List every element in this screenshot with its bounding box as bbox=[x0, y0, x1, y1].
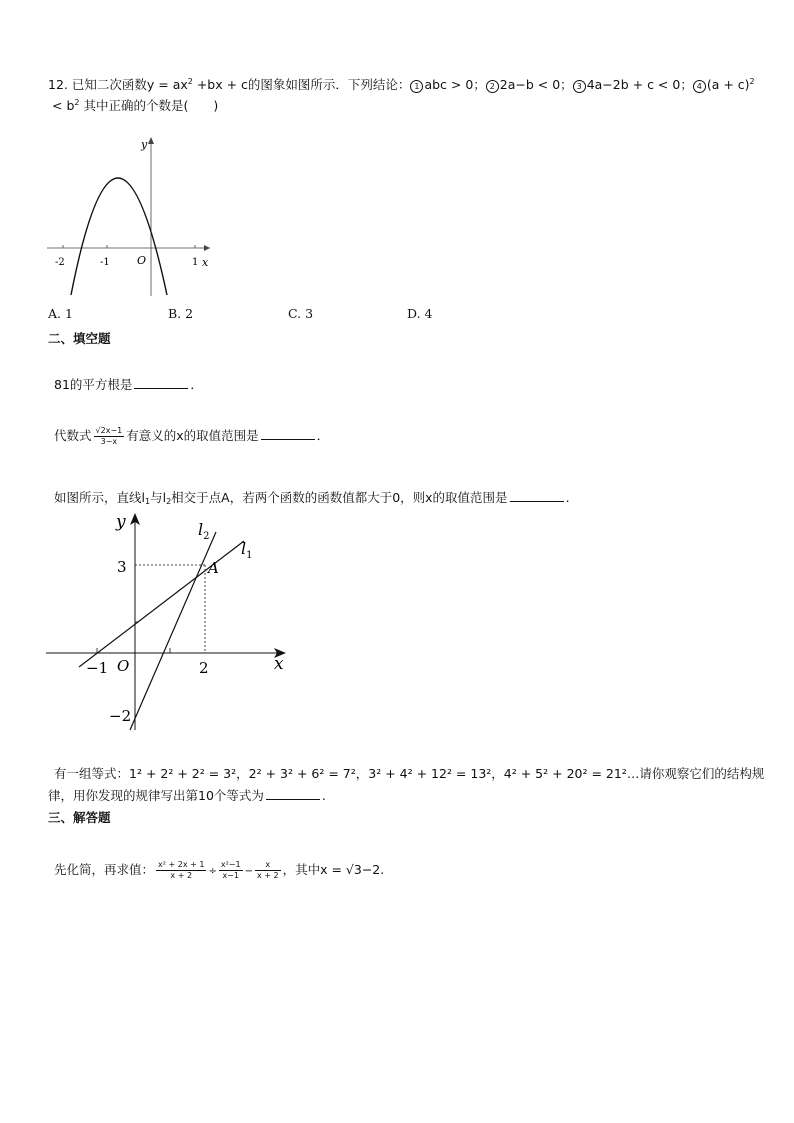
fill3-sub1: 1 bbox=[144, 497, 151, 506]
solve1-minus: − bbox=[244, 866, 253, 877]
fill2-blank bbox=[261, 428, 315, 440]
circle-4-icon: 4 bbox=[693, 80, 706, 93]
q12-sup: 2 bbox=[187, 77, 193, 86]
fill2-fraction bbox=[94, 426, 125, 447]
section-fill-in-title: 二、填空题 bbox=[48, 331, 111, 346]
solve1-frac2-den: x−1 bbox=[222, 871, 239, 880]
q12-c1: abc > 0； bbox=[424, 77, 486, 92]
solve1-frac2-num: x²−1 bbox=[220, 860, 241, 869]
option-d: D. 4 bbox=[407, 306, 433, 321]
lines-tick-m2: −2 bbox=[109, 707, 132, 725]
solve1-frac3-den: x + 2 bbox=[256, 871, 279, 880]
lines-x-label: x bbox=[274, 654, 284, 674]
fill4-eq4: 4² + 5² + 20² = 21² bbox=[503, 766, 627, 781]
parabola-x-label: x bbox=[202, 256, 209, 269]
q12-c3: 4a−2b + c < 0； bbox=[586, 77, 693, 92]
fill4-eq1: 1² + 2² + 2² = 3²， bbox=[129, 766, 249, 781]
fill2 bbox=[54, 426, 329, 447]
fill1 bbox=[54, 375, 203, 393]
solve1-frac1 bbox=[156, 860, 206, 881]
parabola-origin-label: O bbox=[137, 254, 147, 267]
q12-c2: 2a−b < 0； bbox=[499, 77, 573, 92]
solve1 bbox=[54, 860, 384, 881]
solve1-lead: 先化简，再求值： bbox=[54, 862, 155, 877]
q12-line2-sup: 2 bbox=[74, 98, 80, 107]
section-answer-title: 三、解答题 bbox=[48, 810, 111, 825]
fill2-post: 有意义的x的取值范围是 bbox=[126, 428, 259, 443]
option-c: C. 3 bbox=[288, 306, 314, 321]
fill3-sub2: 2 bbox=[166, 497, 172, 506]
fill3-text-b: 与l bbox=[150, 490, 167, 505]
fill4-blank bbox=[266, 788, 320, 800]
fill2-num: √2x−1 bbox=[95, 426, 123, 435]
fill4-line2 bbox=[48, 786, 326, 804]
circle-2-icon: 2 bbox=[486, 80, 499, 93]
solve1-frac2 bbox=[219, 860, 243, 881]
fill4-eq2: 2² + 3² + 6² = 7²， bbox=[248, 766, 369, 781]
solve1-frac1-num: x² + 2x + 1 bbox=[158, 860, 205, 869]
fill3-blank bbox=[510, 490, 564, 502]
fill4-tail: …请你观察它们的结构规 bbox=[626, 766, 765, 781]
lines-l1-label: $l_1$ bbox=[241, 539, 253, 561]
fill4-eq3: 3² + 4² + 12² = 13²， bbox=[368, 766, 504, 781]
circle-1-icon: 1 bbox=[410, 80, 423, 93]
fill2-den: 3−x bbox=[100, 437, 118, 446]
q12-stem-a: 已知二次函数y = ax bbox=[71, 77, 188, 92]
solve1-frac3 bbox=[255, 860, 281, 881]
fill1-end: ． bbox=[190, 377, 203, 392]
q12-line1 bbox=[48, 75, 755, 93]
fill2-end: ． bbox=[316, 428, 330, 443]
q12-stem-b: +bx + c的图象如图所示．下列结论： bbox=[192, 77, 411, 92]
circle-3-icon: 3 bbox=[573, 80, 586, 93]
point-a-label: A bbox=[208, 559, 219, 577]
option-b: B. 2 bbox=[168, 306, 194, 321]
fill3 bbox=[54, 488, 570, 506]
fill4-line2-text: 律，用你发现的规律写出第10个等式为 bbox=[48, 788, 264, 803]
fill4-end: . bbox=[321, 788, 326, 803]
fill2-pre: 代数式 bbox=[54, 428, 92, 443]
lines-tick-m1: −1 bbox=[86, 659, 109, 677]
q12-line2 bbox=[52, 96, 218, 114]
solve1-tail: ，其中x = √3−2. bbox=[282, 862, 385, 877]
q12-c4: (a + c) bbox=[706, 77, 750, 92]
fill3-text-c: 相交于点A，若两个函数的函数值都大于0，则x的取值范围是 bbox=[171, 490, 508, 505]
option-a: A. 1 bbox=[48, 306, 73, 321]
fill3-text-a: 如图所示，直线l bbox=[54, 490, 145, 505]
lines-l2-label: $l_2$ bbox=[198, 520, 210, 542]
solve1-div: ÷ bbox=[208, 866, 217, 877]
q12-line2-b: 其中正确的个数是( ) bbox=[79, 98, 219, 113]
lines-tick-3: 3 bbox=[117, 558, 127, 576]
q12-c4-sup: 2 bbox=[749, 77, 755, 86]
solve1-frac3-num: x bbox=[255, 860, 281, 871]
q12-line2-a: < b bbox=[52, 98, 75, 113]
lines-origin-label: O bbox=[117, 657, 130, 675]
solve1-frac1-den: x + 2 bbox=[170, 871, 193, 880]
fill3-end: . bbox=[565, 490, 570, 505]
fill4-lead: 有一组等式： bbox=[54, 766, 130, 781]
parabola-tick-m2: -2 bbox=[55, 257, 65, 268]
fill4-line1 bbox=[54, 764, 764, 782]
lines-y-label: y bbox=[116, 512, 126, 532]
parabola-tick-m1: -1 bbox=[100, 257, 110, 268]
lines-tick-2: 2 bbox=[199, 659, 209, 677]
parabola-tick-1: 1 bbox=[192, 257, 199, 268]
fill1-blank bbox=[134, 377, 188, 389]
fill1-text: 81的平方根是 bbox=[54, 377, 133, 392]
parabola-y-label: y bbox=[141, 138, 148, 151]
lines-graph bbox=[46, 508, 292, 732]
q12-number: 12. bbox=[48, 77, 68, 92]
parabola-graph bbox=[44, 133, 216, 299]
